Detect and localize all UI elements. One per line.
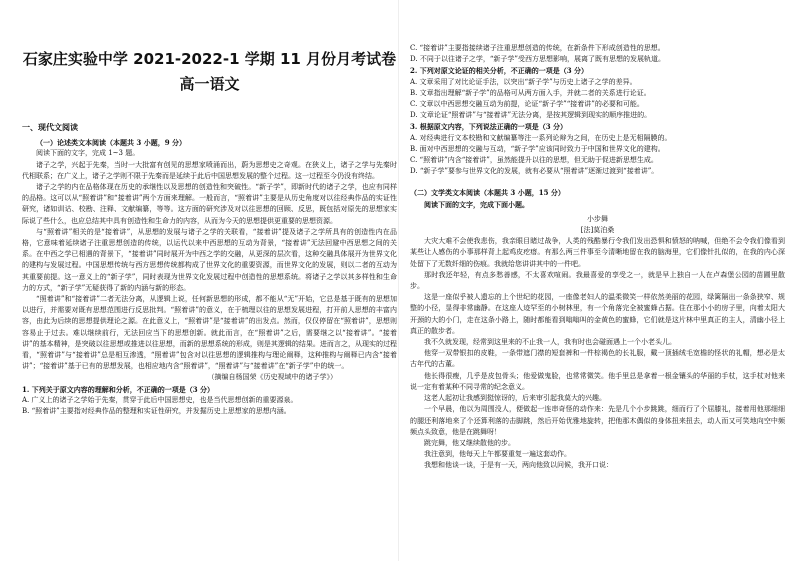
option-d: D. 不同于以往诸子之学，“新子学”受西方思想影响，展离了既有思想的发展轨道。 — [410, 55, 665, 64]
option-d: D. “新子学”要参与世界文化的发展，就有必要从“照着讲”逐渐过渡到“接着讲”。 — [410, 167, 659, 176]
column-divider — [398, 0, 399, 561]
option-c: C. 文章以中西思想交融互动为前提，论证“新子学”“接着讲”的必要和可能。 — [410, 100, 644, 109]
left-column — [22, 0, 397, 561]
option-d: D. 文章论证“照着讲”与“接着讲”无法分离，是按其逻辑到现实的顺序推进的。 — [410, 111, 652, 120]
paragraph: 与“照着讲”相关的是“接着讲”，从思想的发展与诸子之学的关联看，“接着讲”提及诸子之学所具有的创造性内在品格，它意味着延续诸子注重思想创造的传统，以运代以来中西思想的互动为背景，“接着讲”无法回避中西思想之间的关系。在中西之学已相遇的背景下，“接着讲”同时展开为中西之学的交融，从更深的层次看，这种交融具体展开为世界文化的建构与发展过程。中国思想传统与西方思想传统都构成了世界文化的重要资源，而世界文化的发展，则以二者的互动为其重要前提。这一意义上的“新子学”，同时表现为世界文化发展过程中创造性的思想系统。将诸子之学以其多样性和生命力的方式，“新子学”无疑获得了新的内涵与新的形态。 — [22, 227, 397, 292]
option-c: C. “接着讲”主要指接续诸子注重思想创造的传统，在新条件下形成创造性的思想。 — [410, 44, 665, 52]
paragraph: 这是一座似乎被人遗忘的上个世纪的花园，一座像老妇人的温柔微笑一样依然美丽的花园，绿篱隔出一条条狭窄、规整的小径，显得非常幽静。在这座人迹罕至的小树林里，有一个角落完全被蜜蜂占据。住在那小小的房子里，向着太阳大开颈的大的小门，走在这条小路上，随时都能看到嗡嗡叫的金黄色的蜜蜂，它们就是这片林中里真正的主人，清幽小径上真正的散步者。 — [410, 293, 785, 335]
paragraph: 这老人起初让我感到挺惊讶的，后来审引起我莫大的兴趣。 — [424, 394, 606, 403]
option-b: B. “照着讲”主要指对经典作品的整理和实证性研究，并发掘历史上思想家的思想内涵。 — [22, 407, 291, 416]
question-2: 2. 下列对原文论证的相关分析，不正确的一项是（3 分） — [410, 66, 589, 76]
paragraph: 大灾大难不会使我悲伤，我亲眼目睹过战争，人类的残酷暴行令我们发出恐惧和愤怒的呐喊，但绝不会令我们像看到某些让人感伤的小事那样背上起鸡皮疙瘩。有那么两三件事至今清晰地留在我的脑海里，它们像针扎似的，在我的内心深处留下了无数纤细的伤痕。我就给您讲讲其中的一件吧。 — [410, 237, 785, 268]
section-heading: 一、现代文阅读 — [22, 123, 78, 132]
citation: （摘编自杨国荣《历史视域中的诸子学》） — [207, 373, 337, 382]
paragraph: 他长得很瘦，几乎是皮包骨头；他爱做鬼脸，也常常微笑。他手里总是拿着一根金镶头的华丽的手杖，这手杖对他来说一定有着某种不同寻常的纪念意义。 — [410, 371, 785, 391]
instruction: 阅读下面的文字，完成下面小题。 — [424, 199, 529, 209]
paragraph: 诸子之学，兴起于先秦，当时一大批富有创见的思想家喷涌而出，蔚为思想史之奇观。在狭义上，诸子之学与先秦时代相联系；在广义上，诸子之学则不限于先秦而是延续于此后中国思想发展的整个过程。这一过程至今仍没有终结。 — [22, 160, 397, 180]
right-column — [410, 0, 785, 561]
option-b: B. 文章指出理解“新子学”的品格可从两方面入手，并就二者的关系进行论证。 — [410, 88, 651, 97]
question-3: 3. 根据原文内容，下列说法正确的一项是（3 分） — [410, 122, 568, 132]
instruction: 阅读下面的文字，完成 1~3 题。 — [36, 149, 140, 158]
exam-title: 石家庄实验中学 2021-2022-1 学期 11 月份月考试卷 — [22, 50, 397, 68]
paragraph: 一个早晨，他以为周围没人，便做起一连串奇怪的动作来：先是几个小步跳跳，细而行了个屈膝礼，接着用他那细细的腿还利落地来了个还算利落的击脚跳，然后开始优雅地旋转，把他那木偶似的身体扭来扭去，动人而又可笑地向空中频频点头致意，他是在跳舞呀！ — [410, 405, 785, 436]
paragraph: 那时我还年轻，有点多愁善感，不太喜欢喧闹。我最喜爱的享受之一，就是早上独自一人在卢森堡公园的苗圃里散步。 — [410, 270, 785, 291]
paragraph: “照着讲”和“接着讲”二者无法分离，从逻辑上说，任何新思想的形成，都不能从“无”开始，它总是基于既有的思想加以进行，并需要对既有思想范围进行反思批判。“照着讲”的意义，在于梳理以往的思想发展进程，打开前人思想的丰富内容，由此为后续的思想提供理论之源。在此意义上，“照着讲”是“接着讲”的出发点。然而，仅仅停留在“照着讲”，思想则容易止于过去。难以继续前行，无法回应当下的思想创新。就此而言，在“照着讲”之后，需要继之以“接着讲”。“接着讲”的基本精神，是突破以往思想或推进以往思想，而新的思想系统的形成，则是其逻辑的结果。进而言之，从现实的过程看，“照着讲”与“接着讲”总是相互渗透，“照着讲”包含对以往思想的逻辑推构与理论阐释，这种推构与阐释已内含“接着讲”；“接着讲”基于已有的思想发展，也相应地内含“照着讲”，“照着讲”与“接着讲”在“新子学”中的统一。 — [22, 295, 397, 371]
option-c: C. “照着讲”内含“接着讲”，虽然能提升以往的思想，但无助于促进新思想生成。 — [410, 156, 658, 165]
question-1: 1. 下列关于原文内容的理解和分析，不正确的一项是（3 分） — [22, 384, 215, 394]
story-title: 小步舞 — [587, 214, 608, 223]
exam-subtitle: 高一语文 — [179, 75, 240, 93]
option-b: B. 面对中西思想的交融与互动，“新子学”应该同时致力于中国和世界文化的建构。 — [410, 144, 665, 153]
option-a: A. 文章采用了对比论证手法，以突出“新子学”与历史上诸子之学的差异。 — [410, 77, 637, 86]
story-author: [法]莫泊桑 — [580, 226, 615, 235]
paragraph: 我不久就发现，经常到这里来的不止我一人，我有时也会碰面遇上一个小老头儿。 — [424, 338, 676, 347]
subsection-heading: （二）文学类文本阅读（本题共 3 小题，15 分） — [410, 188, 565, 198]
paragraph: 我想和他谈一谈，于是有一天，两向他致以问候，我开口说： — [424, 461, 613, 470]
option-a: A. 广义上的诸子之学始于先秦，贯穿于此后中国思想史，也是当代思想创新的重要源泉。 — [22, 395, 298, 404]
paragraph: 跳完舞，他又继续散他的步。 — [424, 438, 515, 447]
paragraph: 诸子之学的内在品格体现在历史的承继性以及思想的创造性和突破性。“新子学”，即新时代的诸子之学，也应有同样的品格。这可以从“照着讲”和“接着讲”两个方面来理解。一般而言，“照着讲”主要是从历史角度对以往经典作品的实证性研究，诸如训诂、校勘、注释、文献编纂，等等。这方面的研究涉及对以往思想的回顾、反思，既包括对原先的思想家实际说了些什么，也应总结其中具有创造性和生命力的内容，从而为今天的思想提供更重要的思想资源。 — [22, 183, 397, 225]
paragraph: 他穿一双带银扣的皮鞋，一条带遮门襟的短套裤和一件棕褐色的长礼服，戴一顶插绒毛宽檐的怪状的礼帽，想必是太古年代的古董。 — [410, 349, 785, 369]
option-a: A. 对经典进行文本校勘和文献编纂等注一系列论辩为之间，在历史上是无相隔膜的。 — [410, 133, 672, 142]
paragraph: 我注意到，他每天上午都要重复一遍这套动作。 — [424, 450, 571, 459]
subsection-heading: （一）论述类文本阅读（本题共 3 小题，9 分） — [36, 138, 187, 148]
